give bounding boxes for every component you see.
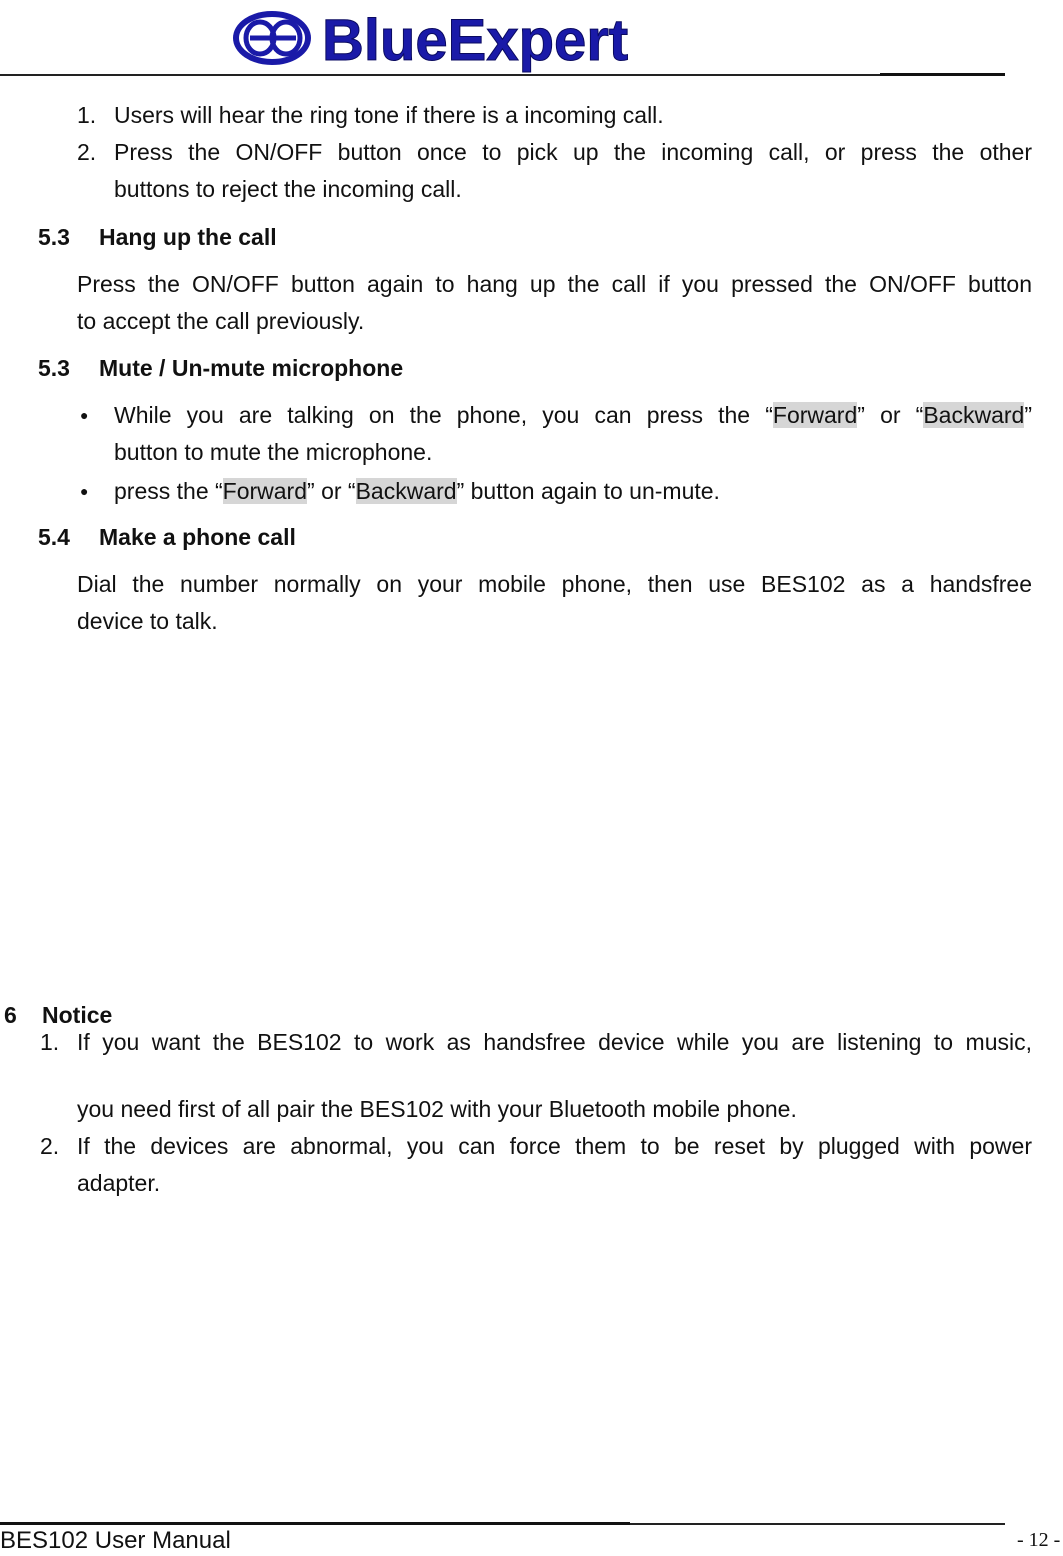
page-number: - 12 -	[1017, 1529, 1061, 1551]
paragraph-cont: device to talk.	[77, 608, 218, 634]
paragraph-cont: to accept the call previously.	[77, 308, 365, 334]
highlight-forward: Forward	[222, 478, 308, 504]
list-item-text: Press the ON/OFF button once to pick up the incoming call, or press the other	[114, 139, 1032, 165]
blueexpert-logo	[230, 2, 640, 84]
section-number: 6	[4, 1002, 17, 1028]
header-rule-accent	[880, 73, 1005, 76]
paragraph: Press the ON/OFF button again to hang up the call if you pressed the ON/OFF button	[77, 271, 1032, 297]
footer-rule-accent	[0, 1522, 630, 1525]
section-title: Notice	[42, 1002, 113, 1028]
section-number: 5.4	[38, 524, 70, 550]
highlight-backward: Backward	[923, 402, 1025, 428]
section-title: Hang up the call	[99, 224, 277, 250]
text-run: ” or “	[857, 402, 924, 428]
text-run: ” or “	[307, 478, 356, 504]
highlight-forward: Forward	[772, 402, 858, 428]
footer-title: BES102 User Manual	[0, 1527, 231, 1554]
highlight-backward: Backward	[355, 478, 457, 504]
text-run: While you are talking on the phone, you can press the “	[114, 402, 773, 428]
paragraph: Dial the number normally on your mobile phone, then use BES102 as a handsfree	[77, 571, 1032, 597]
list-item-text-cont: adapter.	[77, 1170, 161, 1196]
section-title: Mute / Un-mute microphone	[99, 355, 404, 381]
list-item-text: Users will hear the ring tone if there is a incoming call.	[114, 102, 664, 128]
list-item-number: 2.	[77, 139, 97, 165]
header-rule	[0, 74, 1005, 76]
list-item-text-cont: buttons to reject the incoming call.	[114, 176, 462, 202]
list-item-text: If you want the BES102 to work as handsfree device while you are listening to music,	[77, 1029, 1032, 1055]
section-number: 5.3	[38, 355, 70, 381]
list-item-text-cont: you need first of all pair the BES102 with your Bluetooth mobile phone.	[77, 1096, 797, 1122]
section-number: 5.3	[38, 224, 70, 250]
bullet-text	[114, 397, 1032, 433]
bullet-text	[114, 473, 720, 509]
text-run: ”	[1024, 402, 1032, 428]
list-item-text: If the devices are abnormal, you can force them to be reset by plugged with power	[77, 1133, 1032, 1159]
text-run: ” button again to un-mute.	[456, 478, 720, 504]
list-item-number: 1.	[40, 1029, 60, 1055]
bullet-text-cont: button to mute the microphone.	[114, 439, 433, 465]
list-item-number: 1.	[77, 102, 97, 128]
text-run: press the “	[114, 478, 223, 504]
bullet-icon: ●	[80, 407, 89, 423]
logo-wordmark: BlueExpert	[322, 8, 629, 73]
logo-emblem-icon	[236, 14, 308, 62]
section-title: Make a phone call	[99, 524, 296, 550]
bullet-icon: ●	[80, 483, 89, 499]
list-item-number: 2.	[40, 1133, 60, 1159]
